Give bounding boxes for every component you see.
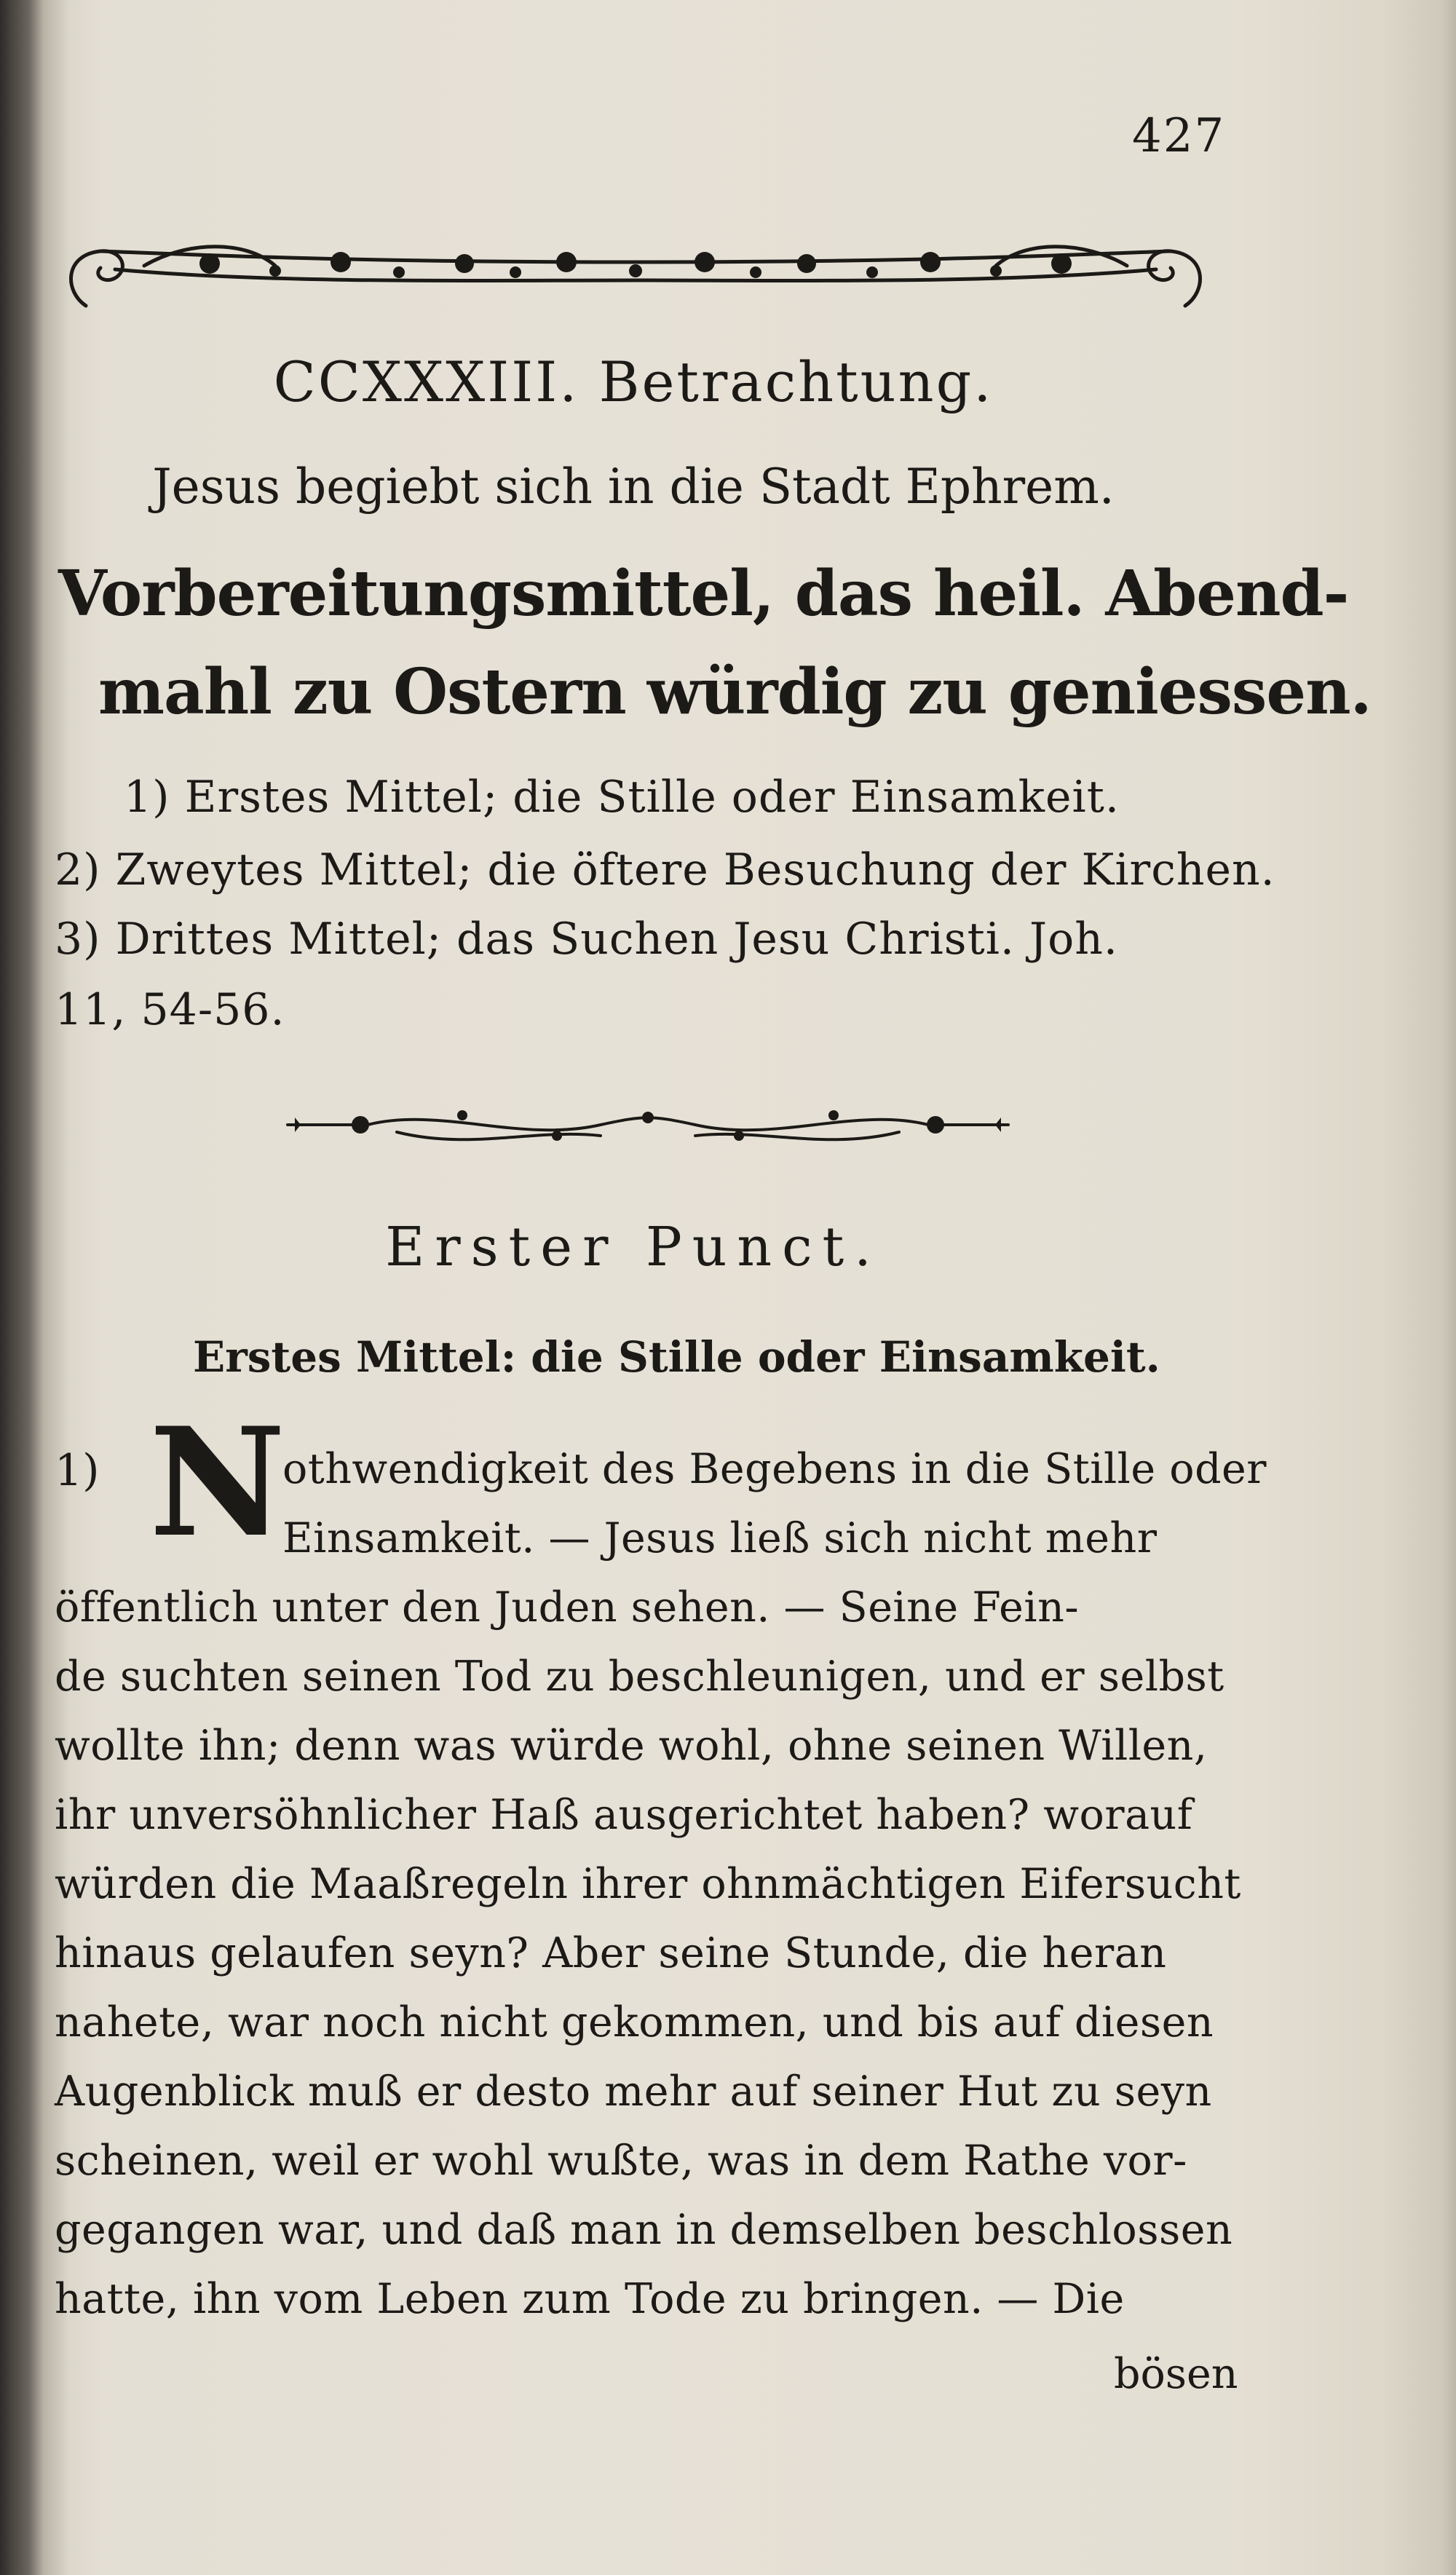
chapter-subtitle: Jesus begiebt sich in die Stadt Ephrem. (152, 459, 1115, 515)
body-text-line: Augenblick muß er desto mehr auf seiner Hut zu seyn (55, 2068, 1212, 2116)
body-text-line: würden die Maaßregeln ihrer ohnmächtigen Eifersucht (55, 1860, 1241, 1908)
page-number: 427 (1132, 109, 1226, 163)
body-text-line: nahete, war noch nicht gekommen, und bis auf diesen (55, 1998, 1214, 2046)
body-text-line: Einsamkeit. — Jesus ließ sich nicht mehr (282, 1514, 1158, 1562)
drop-cap: N (149, 1396, 286, 1570)
contents-item: 3) Drittes Mittel; das Suchen Jesu Christi. Joh. (55, 914, 1118, 965)
main-heading-line: Vorbereitungsmittel, das heil. Abend- (58, 557, 1349, 630)
body-text-line: ihr unversöhnlicher Haß ausgerichtet haben? worauf (55, 1791, 1193, 1839)
body-text-line: othwendigkeit des Begebens in die Stille oder (282, 1445, 1267, 1493)
paragraph-number: 1) (55, 1445, 100, 1496)
body-text-line: scheinen, weil er wohl wußte, was in dem Rathe vor- (55, 2137, 1187, 2185)
point-heading: Erster Punct. (385, 1216, 882, 1278)
chapter-title: CCXXXIII. Betrachtung. (273, 349, 994, 414)
contents-item: 11, 54-56. (55, 984, 285, 1035)
body-text-line: hatte, ihn vom Leben zum Tode zu bringen. — Die (55, 2275, 1125, 2323)
body-text-line: öffentlich unter den Juden sehen. — Seine Fein- (55, 1583, 1080, 1631)
vine-divider-ornament (280, 1085, 1016, 1165)
contents-item: 2) Zweytes Mittel; die öftere Besuchung der Kirchen. (55, 845, 1275, 895)
contents-item: 1) Erstes Mittel; die Stille oder Einsamkeit. (124, 772, 1120, 823)
section-subheading: Erstes Mittel: die Stille oder Einsamkeit. (193, 1332, 1160, 1382)
body-text-line: de suchten seinen Tod zu beschleunigen, und er selbst (55, 1653, 1224, 1701)
body-text-line: wollte ihn; denn was würde wohl, ohne seinen Willen, (55, 1722, 1208, 1770)
main-heading-line: mahl zu Ostern würdig zu geniessen. (98, 655, 1372, 729)
body-text-line: gegangen war, und daß man in demselben beschlossen (55, 2206, 1233, 2254)
body-text-line: hinaus gelaufen seyn? Aber seine Stunde, die heran (55, 1929, 1167, 1977)
floral-headpiece-ornament (57, 211, 1214, 320)
catchword: bösen (1114, 2350, 1238, 2398)
